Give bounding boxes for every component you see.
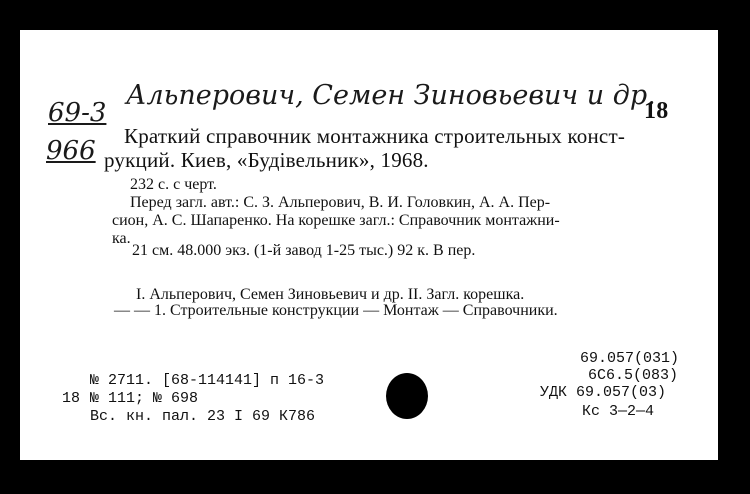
authors-line-2: сион, А. С. Шапаренко. На корешке загл.: Справочник монтажни- xyxy=(112,212,560,229)
title-line-1: Краткий справочник монтажника строительных конст- xyxy=(124,124,626,148)
classification-2: 6С6.5(083) xyxy=(588,367,679,384)
classification-3: УДК 69.057(03) xyxy=(540,384,667,401)
registry-line-2: № 111; № 698 xyxy=(90,390,199,407)
classification-1: 69.057(031) xyxy=(580,350,680,367)
registry-line-2-prefix: 18 xyxy=(62,390,81,407)
pages: 232 с. с черт. xyxy=(130,176,217,193)
handwritten-author: Альперович, Семен Зиновьевич и др. xyxy=(126,80,656,111)
authors-line-1: Перед загл. авт.: С. З. Альперович, В. И. Головкин, А. А. Пер- xyxy=(130,194,551,211)
card-punch-hole xyxy=(386,373,428,419)
card-number: 18 xyxy=(644,98,669,124)
specs: 21 см. 48.000 экз. (1-й завод 1-25 тыс.) 92 к. В пер. xyxy=(132,242,476,259)
classification-4: Кс 3—2—4 xyxy=(582,403,655,420)
tracing-line-2: — — 1. Строительные конструкции — Монтаж — Справочники. xyxy=(114,302,558,319)
tracing-line-1: I. Альперович, Семен Зиновьевич и др. II. Загл. корешка. xyxy=(136,286,525,303)
registry-line-3: Вс. кн. пал. 23 I 69 К786 xyxy=(90,408,316,425)
title-line-2: рукций. Киев, «Будівельник», 1968. xyxy=(104,148,429,172)
authors-line-3: ка. xyxy=(112,230,131,247)
catalog-card xyxy=(20,30,718,460)
handwritten-shelf-top: 69-3 xyxy=(48,98,107,128)
handwritten-shelf-bottom: 966 xyxy=(46,136,96,166)
registry-line-1: № 2711. [68-114141] п 16-3 xyxy=(90,372,325,389)
